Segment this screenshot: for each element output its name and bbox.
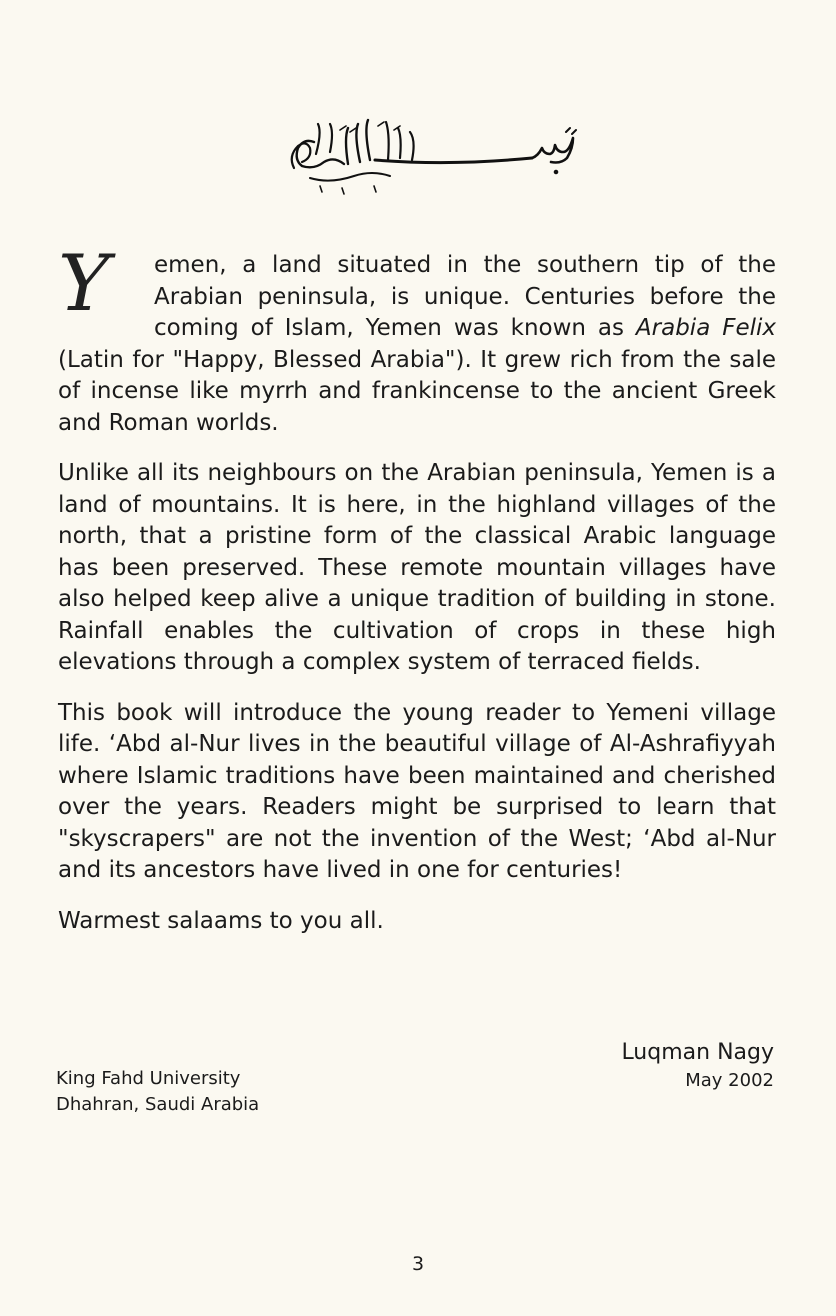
intro-text-part-1: emen, a land situated in the southern tip of the Arabian peninsula, is unique. Centuries before the coming of Islam, Yemen was known as [154, 252, 776, 341]
affiliation-block [56, 1066, 259, 1118]
intro-paragraph [58, 239, 776, 439]
body-text [58, 239, 776, 956]
signature-date: May 2002 [685, 1070, 774, 1091]
dropcap-letter: Y [58, 239, 106, 329]
affiliation-university: King Fahd University [56, 1068, 241, 1089]
paragraph-mountains: Unlike all its neighbours on the Arabian peninsula, Yemen is a land of mountains. It is here, in the highland villages of the north, that a pristine form of the classical Arabic language has been preserved. These remote mountain villages have also helped keep alive a unique tradition of building in stone. Rainfall enables the cultivation of crops in these high elevations through a complex system of terraced fields. [58, 460, 776, 675]
page-number: 3 [411, 1253, 425, 1275]
bismillah-calligraphy-icon [270, 108, 620, 198]
intro-text-part-2: (Latin for "Happy, Blessed Arabia"). It grew rich from the sale of incense like myrrh and frankincense to the ancient Greek and Roman worlds. [58, 346, 776, 436]
arabia-felix-italic: Arabia Felix [635, 315, 776, 341]
affiliation-location: Dhahran, Saudi Arabia [56, 1094, 260, 1115]
signer-name: Luqman Nagy [621, 1040, 774, 1065]
signature-block [621, 1038, 774, 1094]
paragraph-salaams: Warmest salaams to you all. [58, 907, 384, 934]
paragraph-book-intro: This book will introduce the young reader to Yemeni village life. ‘Abd al-Nur lives in the beautiful village of Al-Ashrafiyyah where Islamic traditions have been maintained and cherished over the years. Readers might be surprised to learn that "skyscrapers" are not the invention of the West; ‘Abd al-Nur and its ancestors have lived in one for centuries! [58, 699, 776, 883]
